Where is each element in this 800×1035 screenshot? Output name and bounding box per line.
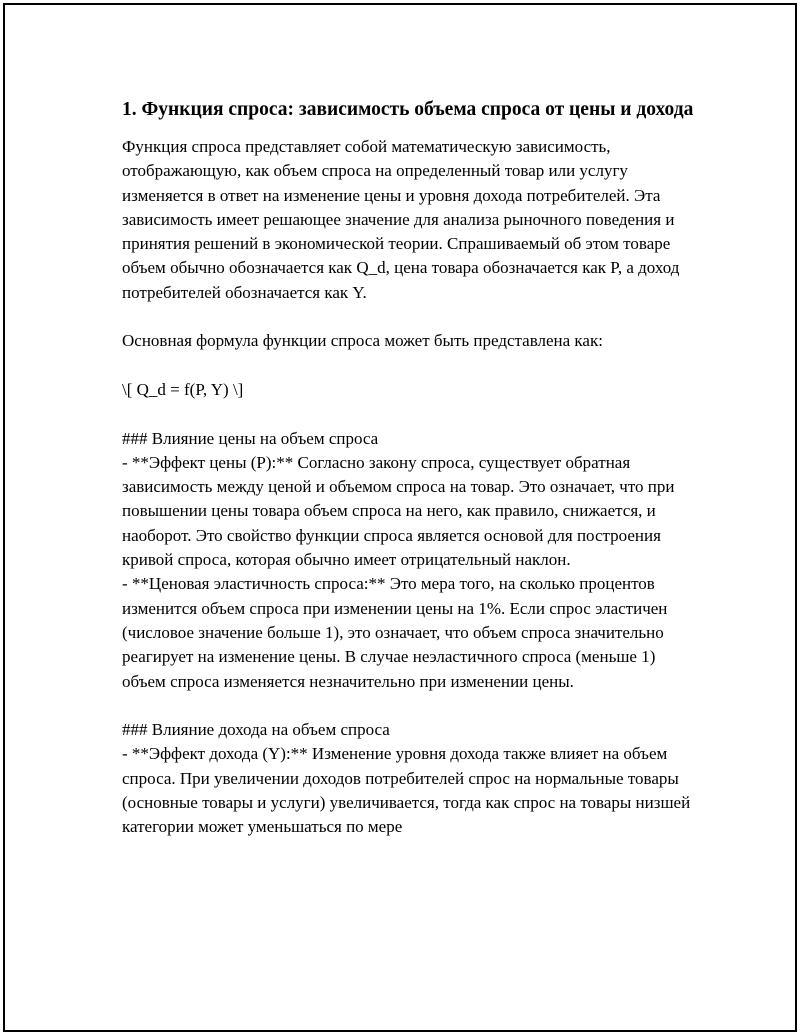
blank-line bbox=[122, 305, 702, 329]
intro-paragraph: Функция спроса представляет собой математическую зависимость, отображающую, как объем спроса на определенный товар или услугу изменяется в ответ на изменение цены и уровня дохода потребителей. Эта зависимость имеет решающее значение для анализа рыночного поведения и принятия решений в экономической теории. Спрашиваемый об этом товаре объем обычно обозначается как Q_d, цена товара обозначается как P, а доход потребителей обозначается как Y. bbox=[122, 137, 684, 302]
blank-line bbox=[122, 694, 702, 718]
formula-intro: Основная формула функции спроса может быть представлена как: bbox=[122, 331, 603, 351]
price-section-title: ### Влияние цены на объем спроса bbox=[122, 428, 379, 448]
price-effect-item: - **Эффект цены (P):** Согласно закону спроса, существует обратная зависимость между ценой и объемом спроса на товар. Это означает, что при повышении цены товара объем спроса на него, как правило, снижается, и наоборот. Это свойство функции спроса является основой для построения кривой спроса, которая обычно имеет отрицательный наклон. bbox=[122, 452, 679, 570]
formula: \[ Q_d = f(P, Y) \] bbox=[122, 379, 244, 399]
blank-line bbox=[122, 354, 702, 378]
document-body bbox=[122, 135, 702, 840]
income-effect-item: - **Эффект дохода (Y):** Изменение уровня дохода также влияет на объем спроса. При увеличении доходов потребителей спрос на нормальные товары (основные товары и услуги) увеличивается, тогда как спрос на товары низшей категории может уменьшаться по мере bbox=[122, 744, 695, 837]
income-section-title: ### Влияние дохода на объем спроса bbox=[122, 720, 390, 740]
blank-line bbox=[122, 402, 702, 426]
section-heading: 1. Функция спроса: зависимость объема спроса от цены и дохода bbox=[122, 99, 694, 120]
document-content bbox=[122, 96, 702, 840]
page-frame bbox=[3, 3, 797, 1032]
price-elasticity-item: - **Ценовая эластичность спроса:** Это мера того, на сколько процентов изменится объем спроса при изменении цены на 1%. Если спрос эластичен (числовое значение больше 1), это означает, что объем спроса значительно реагирует на изменение цены. В случае неэластичного спроса (меньше 1) объем спроса изменяется незначительно при изменении цены. bbox=[122, 574, 672, 691]
